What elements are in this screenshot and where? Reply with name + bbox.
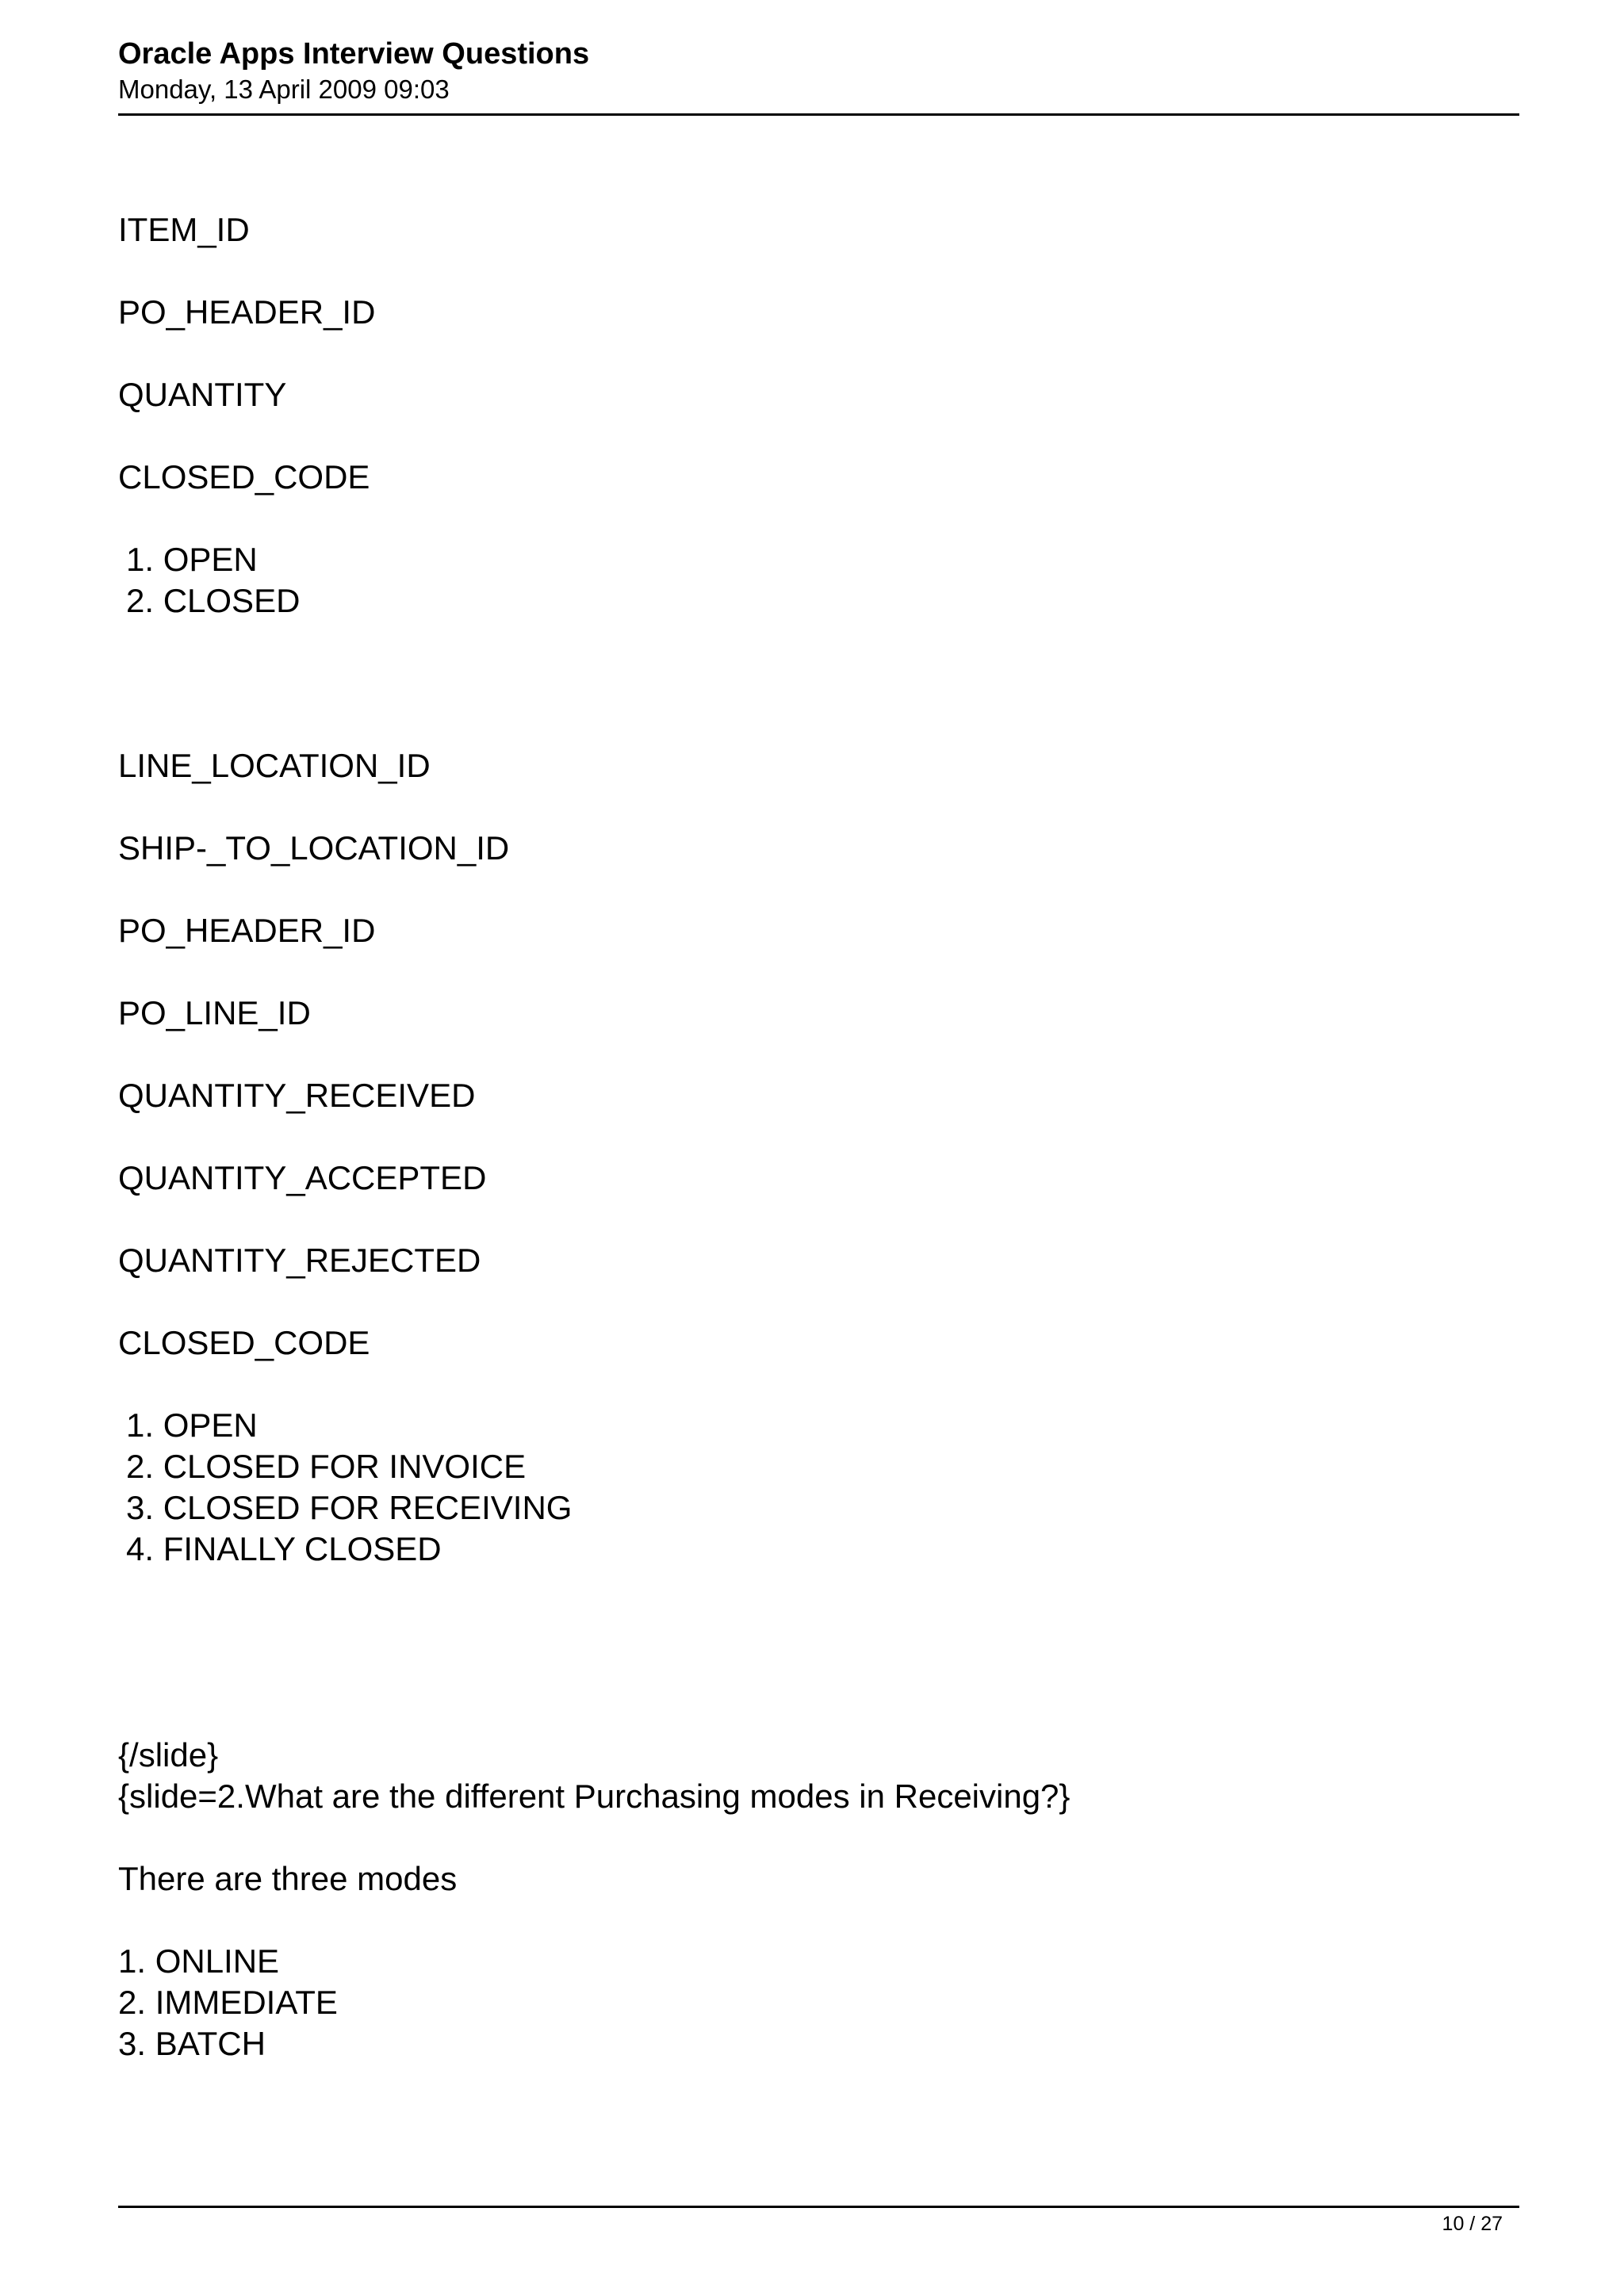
- mode-item: 2. IMMEDIATE: [118, 1984, 338, 2021]
- page-header: [118, 35, 1519, 116]
- document-title: Oracle Apps Interview Questions: [118, 37, 590, 71]
- closed-code-option: 2. CLOSED: [126, 582, 301, 619]
- slide-end-tag: {/slide}: [118, 1736, 219, 1774]
- field-ship-to-location-id: SHIP-_TO_LOCATION_ID: [118, 829, 510, 867]
- field-quantity-rejected: QUANTITY_REJECTED: [118, 1242, 481, 1279]
- field-quantity-accepted: QUANTITY_ACCEPTED: [118, 1159, 487, 1196]
- field-po-line-id: PO_LINE_ID: [118, 994, 311, 1031]
- field-po-header-id: PO_HEADER_ID: [118, 912, 376, 949]
- closed-code-option: 2. CLOSED FOR INVOICE: [126, 1448, 527, 1485]
- field-line-location-id: LINE_LOCATION_ID: [118, 747, 431, 784]
- field-po-header-id: PO_HEADER_ID: [118, 293, 376, 331]
- closed-code-option: 1. OPEN: [126, 1406, 258, 1444]
- slide-start-question: {slide=2.What are the different Purchasing modes in Receiving?}: [118, 1777, 1071, 1815]
- field-quantity-received: QUANTITY_RECEIVED: [118, 1077, 476, 1114]
- modes-intro: There are three modes: [118, 1860, 458, 1897]
- field-quantity: QUANTITY: [118, 376, 287, 413]
- field-closed-code: CLOSED_CODE: [118, 1324, 370, 1361]
- mode-item: 3. BATCH: [118, 2025, 266, 2062]
- field-item-id: ITEM_ID: [118, 211, 250, 248]
- closed-code-option: 1. OPEN: [126, 541, 258, 578]
- document-date: Monday, 13 April 2009 09:03: [118, 75, 450, 104]
- field-closed-code: CLOSED_CODE: [118, 458, 370, 496]
- page-number: 10 / 27: [1442, 2213, 1503, 2235]
- footer-divider: [118, 2206, 1519, 2208]
- mode-item: 1. ONLINE: [118, 1942, 280, 1980]
- closed-code-option: 3. CLOSED FOR RECEIVING: [126, 1489, 573, 1526]
- closed-code-option: 4. FINALLY CLOSED: [126, 1530, 442, 1567]
